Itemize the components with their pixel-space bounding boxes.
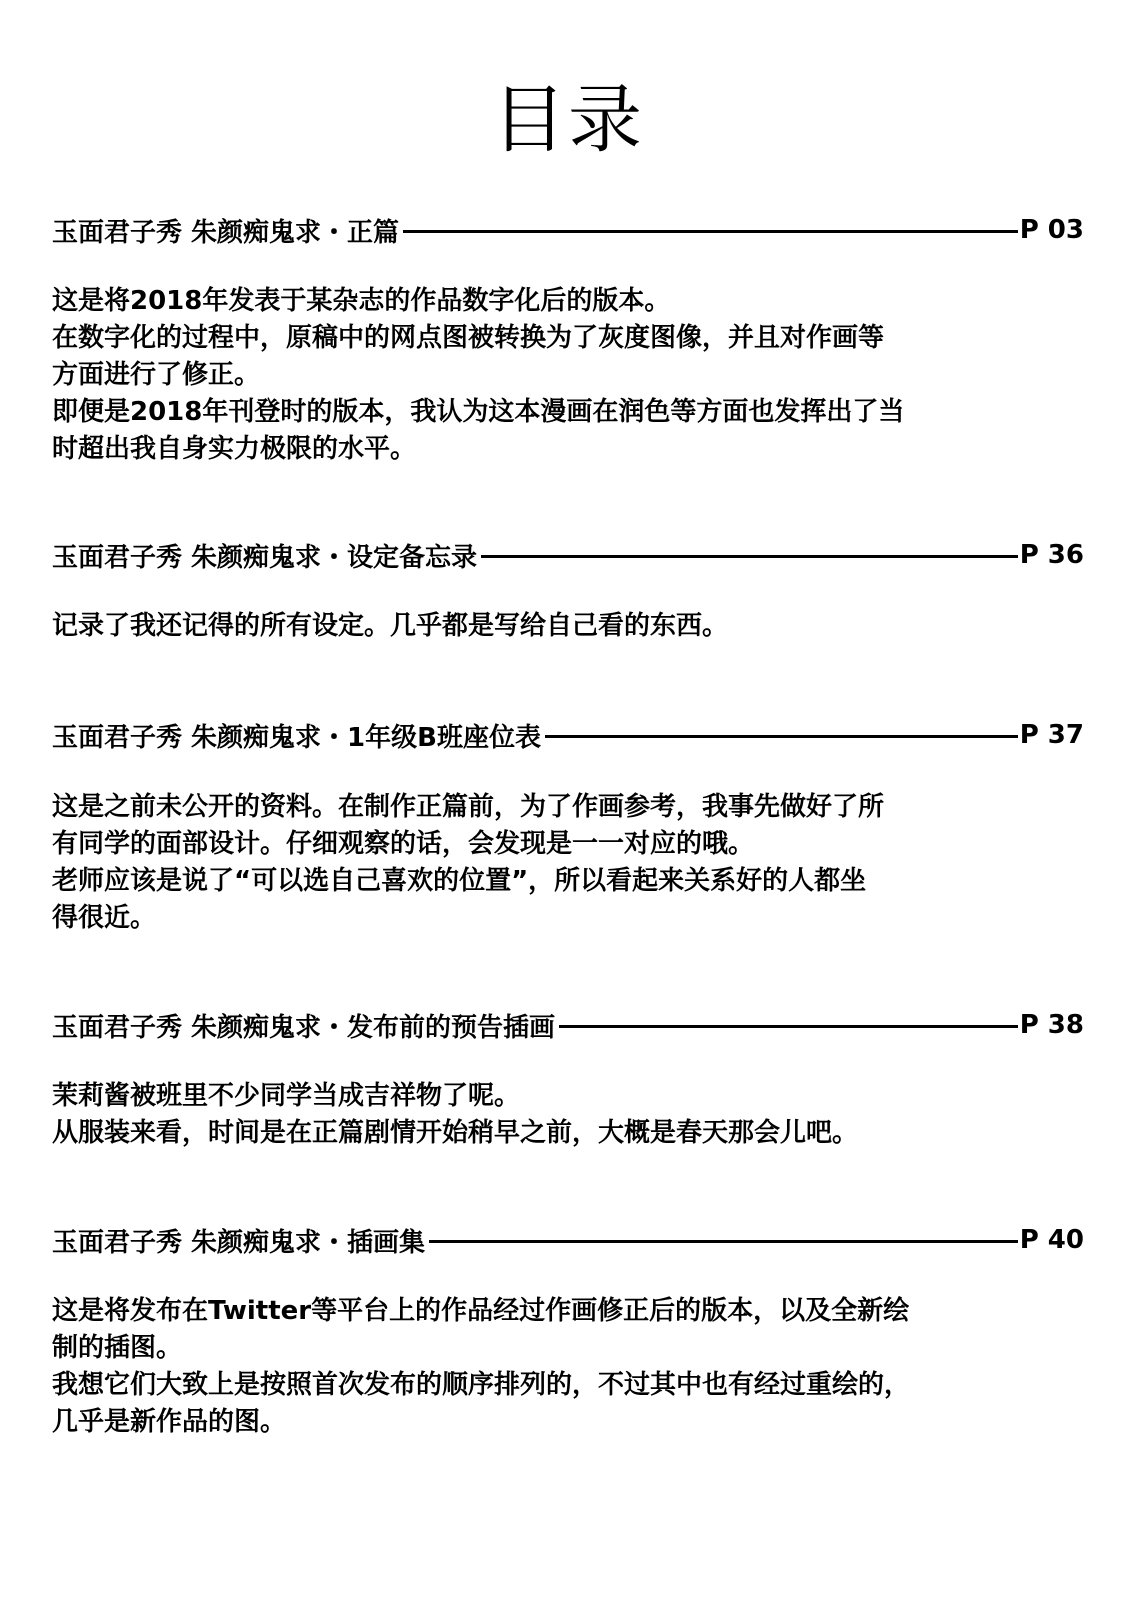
- description-line: 这是之前未公开的资料。在制作正篇前，为了作画参考，我事先做好了所: [52, 792, 885, 822]
- description-line: 几乎是新作品的图。: [52, 1407, 287, 1437]
- page-title: 目录: [492, 77, 644, 163]
- page-number: P 03: [1019, 215, 1084, 245]
- page-number: P 37: [1019, 720, 1084, 750]
- entry-description: [52, 789, 1092, 937]
- entry-title: 玉面君子秀 朱颜痴鬼求・设定备忘录: [52, 542, 478, 573]
- leader-line: [481, 555, 1018, 558]
- toc-entry-illustration-collection[interactable]: [52, 1220, 1084, 1260]
- description-line: 得很近。: [52, 903, 157, 933]
- page-number: P 40: [1019, 1225, 1084, 1255]
- description-line: 记录了我还记得的所有设定。几乎都是写给自己看的东西。: [52, 611, 729, 641]
- description-line: 有同学的面部设计。仔细观察的话，会发现是一一对应的哦。: [52, 829, 755, 859]
- description-line: 这是将2018年发表于某杂志的作品数字化后的版本。: [52, 286, 671, 316]
- entry-description: [52, 608, 1092, 645]
- toc-entry-seating-chart[interactable]: [52, 715, 1084, 755]
- entry-title: 玉面君子秀 朱颜痴鬼求・正篇: [52, 217, 400, 248]
- leader-line: [559, 1025, 1018, 1028]
- description-line: 即便是2018年刊登时的版本，我认为这本漫画在润色等方面也发挥出了当: [52, 397, 905, 427]
- description-line: 老师应该是说了“可以选自己喜欢的位置”，所以看起来关系好的人都坐: [52, 866, 867, 896]
- page-number: P 38: [1019, 1010, 1084, 1040]
- entry-title: 玉面君子秀 朱颜痴鬼求・发布前的预告插画: [52, 1012, 556, 1043]
- toc-entry-preview-illustration[interactable]: [52, 1005, 1084, 1045]
- entry-title: 玉面君子秀 朱颜痴鬼求・1年级B班座位表: [52, 722, 541, 753]
- leader-line: [429, 1240, 1018, 1243]
- entry-description: [52, 1078, 1092, 1152]
- description-line: 这是将发布在Twitter等平台上的作品经过作画修正后的版本，以及全新绘: [52, 1296, 910, 1326]
- leader-line: [403, 230, 1018, 233]
- leader-line: [545, 735, 1018, 738]
- description-line: 从服装来看，时间是在正篇剧情开始稍早之前，大概是春天那会儿吧。: [52, 1118, 859, 1148]
- page-number: P 36: [1019, 540, 1084, 570]
- description-line: 方面进行了修正。: [52, 360, 261, 390]
- description-line: 时超出我自身实力极限的水平。: [52, 434, 417, 464]
- toc-entry-settings-memo[interactable]: [52, 535, 1084, 575]
- description-line: 制的插图。: [52, 1333, 183, 1363]
- toc-entry-main-story[interactable]: [52, 210, 1084, 250]
- description-line: 在数字化的过程中，原稿中的网点图被转换为了灰度图像，并且对作画等: [52, 323, 885, 353]
- entry-description: [52, 283, 1092, 468]
- description-line: 茉莉酱被班里不少同学当成吉祥物了呢。: [52, 1081, 521, 1111]
- entry-description: [52, 1293, 1092, 1441]
- entry-title: 玉面君子秀 朱颜痴鬼求・插画集: [52, 1227, 426, 1258]
- description-line: 我想它们大致上是按照首次发布的顺序排列的，不过其中也有经过重绘的，: [52, 1370, 911, 1400]
